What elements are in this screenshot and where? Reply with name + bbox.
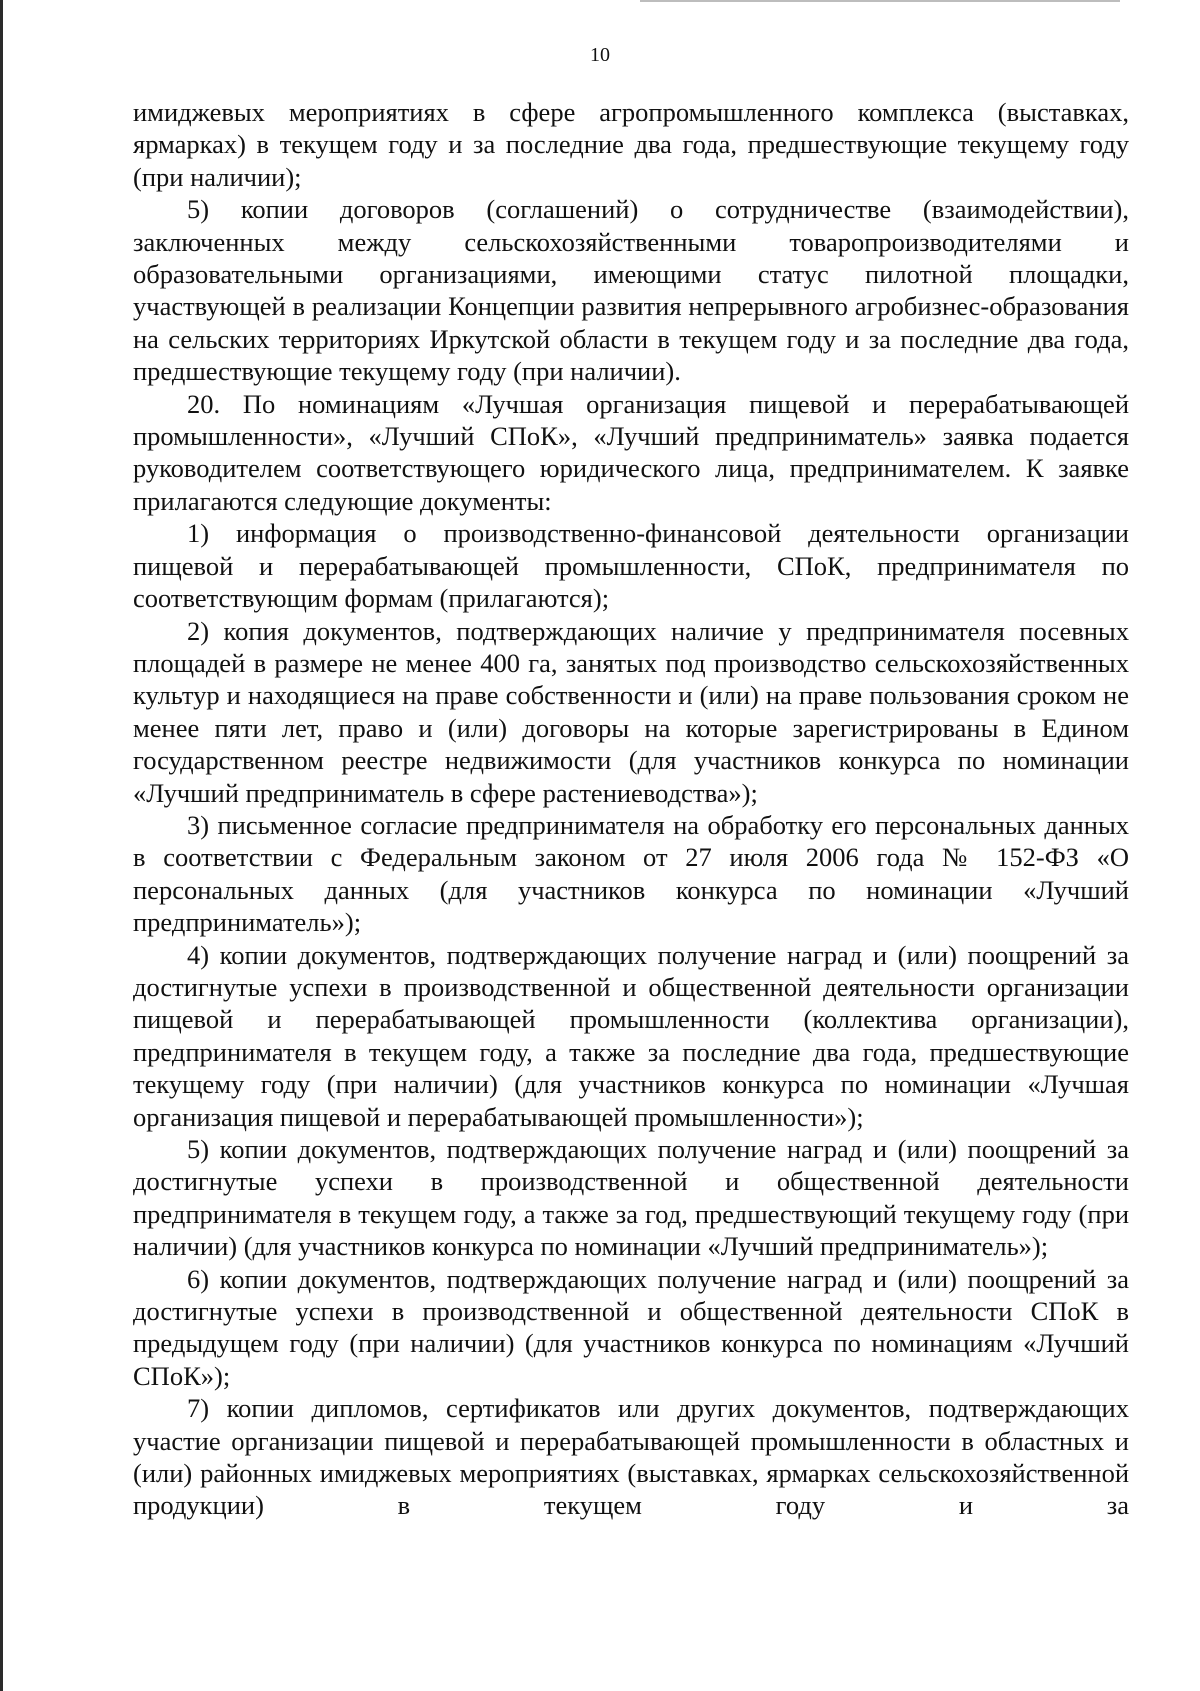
paragraph-item-6-awards: 6) копии документов, подтверждающих получение наград и (или) поощрений за достигнутые успехи в производственной и общественной деятельности СПоК в предыдущем году (при наличии) (для участников конкурса по номинациям «Лучший СПоК»);	[133, 1263, 1129, 1391]
paragraph-item-2-land: 2) копия документов, подтверждающих наличие у предпринимателя посевных площадей в размере не менее 400 га, занятых под производство сельскохозяйственных культур и находящиеся на праве собственности и (или) на праве пользования сроком не менее пяти лет, право и (или) договоры на которые зарегистрированы в Едином государственном реестре недвижимости (для участников конкурса по номинации «Лучший предприниматель в сфере растениеводства»);	[133, 615, 1129, 808]
scan-border-top	[640, 0, 1120, 2]
paragraph-item-3-consent: 3) письменное согласие предпринимателя на обработку его персональных данных в соответствии с Федеральным законом от 27 июля 2006 года № 152-ФЗ «О персональных данных (для участников конкурса по номинации «Лучший предприниматель»);	[133, 809, 1129, 938]
paragraph-item-5-awards: 5) копии документов, подтверждающих получение наград и (или) поощрений за достигнутые успехи в производственной и общественной деятельности предпринимателя в текущем году, а также за год, предшествующий текущему году (при наличии) (для участников конкурса по номинации «Лучший предприниматель»);	[133, 1134, 1129, 1262]
paragraph-continuation: имиджевых мероприятиях в сфере агропромышленного комплекса (выставках, ярмарках) в текущем году и за последние два года, предшествующие текущему году (при наличии);	[133, 97, 1129, 192]
paragraph-item-7-diplomas: 7) копии дипломов, сертификатов или других документов, подтверждающих участие организации пищевой и перерабатывающей промышленности в областных и (или) районных имиджевых мероприятиях (выставках, ярмарках сельскохозяйственной продукции) в текущем году и за	[133, 1393, 1129, 1521]
paragraph-item-1-info: 1) информация о производственно-финансовой деятельности организации пищевой и перерабатывающей промышленности, СПоК, предпринимателя по соответствующим формам (прилагаются);	[133, 518, 1129, 614]
paragraph-clause-20: 20. По номинациям «Лучшая организация пищевой и перерабатывающей промышленности», «Лучший СПоК», «Лучший предприниматель» заявка подается руководителем соответствующего юридического лица, предпринимателем. К заявке прилагаются следующие документы:	[133, 388, 1129, 516]
paragraph-item-4-awards: 4) копии документов, подтверждающих получение наград и (или) поощрений за достигнутые успехи в производственной и общественной деятельности организации пищевой и перерабатывающей промышленности (коллектива организации), предпринимателя в текущем году, а также за последние два года, предшествующие текущему году (при наличии) (для участников конкурса по номинации «Лучшая организация пищевой и перерабатывающей промышленности»);	[133, 939, 1129, 1132]
paragraph-item-5-agreements: 5) копии договоров (соглашений) о сотрудничестве (взаимодействии), заключенных между сельскохозяйственными товаропроизводителями и образовательными организациями, имеющими статус пилотной площадки, участвующей в реализации Концепции развития непрерывного агробизнес-образования на сельских территориях Иркутской области в текущем году и за последние два года, предшествующие текущему году (при наличии).	[133, 194, 1129, 387]
document-body	[133, 96, 1129, 1522]
page-number: 10	[590, 44, 610, 66]
scan-border-left	[0, 0, 3, 1691]
